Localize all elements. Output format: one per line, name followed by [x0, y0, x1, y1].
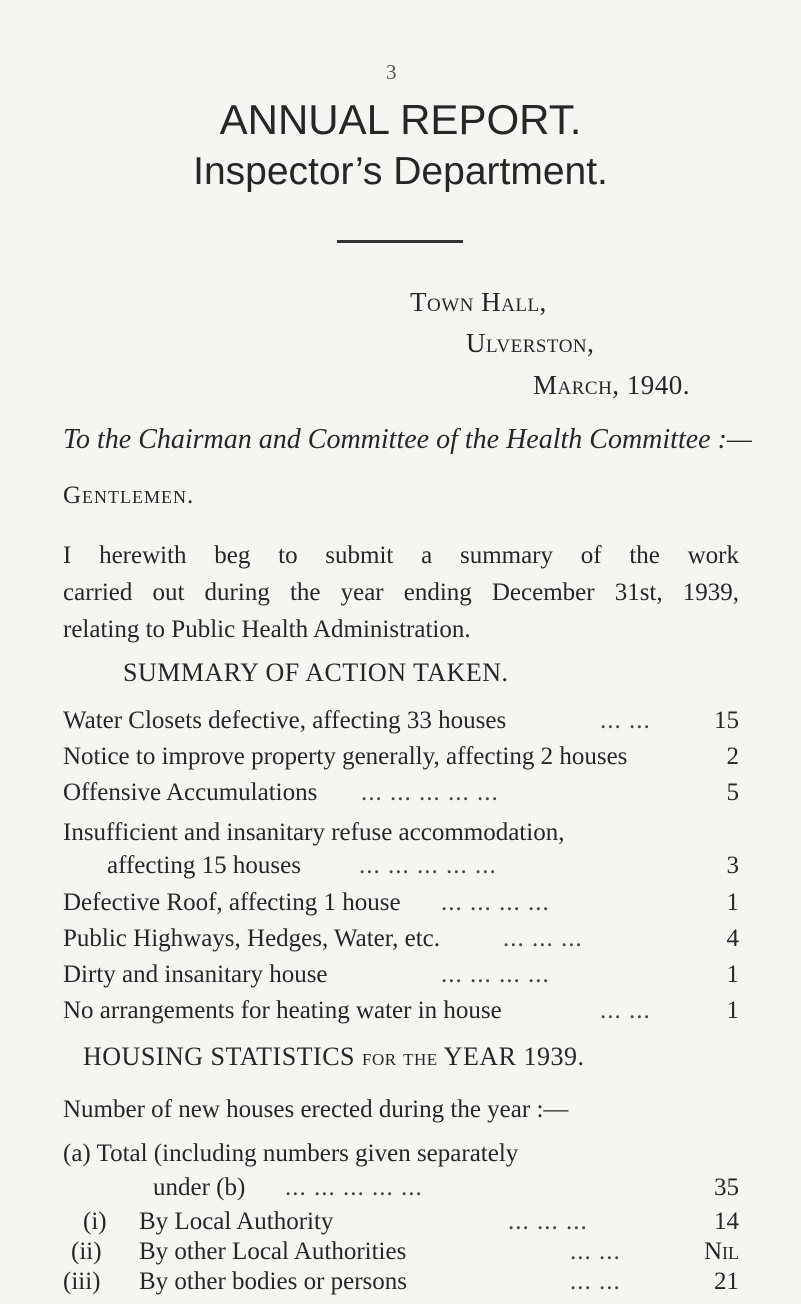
- intro-line-2: carried out during the year ending December 31st, 1939,: [63, 579, 739, 606]
- housing-intro: Number of new houses erected during the year :—: [63, 1096, 569, 1123]
- total-value: 35: [714, 1174, 739, 1201]
- address-line-2: Ulverston,: [466, 328, 595, 358]
- intro-paragraph: [63, 537, 739, 648]
- row-number: (iii): [63, 1268, 101, 1295]
- row-label: By other bodies or persons: [139, 1268, 408, 1295]
- salutation: To the Chairman and Committee of the Health Committee :—: [63, 424, 752, 455]
- row-label: Notice to improve property generally, affecting 2 houses: [63, 743, 628, 770]
- row-number: (i): [83, 1208, 107, 1235]
- row-label: By Local Authority: [139, 1208, 334, 1235]
- housing-heading: [83, 1042, 584, 1072]
- housing-heading-year: YEAR 1939.: [443, 1042, 585, 1071]
- leader-dots: ... ... ...: [508, 1208, 588, 1235]
- housing-heading-main: HOUSING STATISTICS: [83, 1042, 355, 1071]
- intro-line-3: relating to Public Health Administration.: [63, 616, 471, 643]
- housing-row: [63, 1268, 739, 1304]
- summary-heading: SUMMARY OF ACTION TAKEN.: [123, 658, 509, 687]
- leader-dots: ... ... ... ... ...: [359, 852, 497, 879]
- intro-line-1: I herewith beg to submit a summary of the work: [63, 542, 739, 569]
- row-value: Nil: [703, 1238, 739, 1265]
- page-number: 3: [386, 60, 397, 84]
- row-label: Insufficient and insanitary refuse accommodation,: [63, 819, 565, 846]
- leader-dots: ... ... ...: [503, 925, 583, 952]
- housing-heading-for-the: for the: [362, 1045, 438, 1071]
- row-value: 5: [726, 779, 739, 806]
- report-title: ANNUAL REPORT.: [219, 96, 582, 143]
- row-value: 3: [726, 852, 739, 879]
- row-value: 4: [726, 925, 739, 952]
- summary-row: [63, 852, 739, 888]
- leader-dots: ... ... ... ...: [441, 889, 550, 916]
- row-label: Dirty and insanitary house: [63, 961, 328, 988]
- row-label: Water Closets defective, affecting 33 houses: [63, 707, 507, 734]
- housing-total-row: [63, 1174, 739, 1210]
- row-value: 1: [726, 997, 739, 1024]
- title-divider: [337, 240, 463, 243]
- leader-dots: ... ... ... ... ...: [285, 1174, 423, 1201]
- summary-row: [63, 997, 739, 1033]
- row-label: affecting 15 houses: [107, 852, 301, 879]
- summary-row: [63, 925, 739, 961]
- summary-row: [63, 961, 739, 997]
- leader-dots: ... ...: [600, 997, 651, 1024]
- row-value: 2: [726, 743, 739, 770]
- summary-row: [63, 707, 739, 743]
- total-label: (a) Total (including numbers given separately: [63, 1140, 519, 1167]
- row-value: 1: [726, 961, 739, 988]
- row-number: (ii): [71, 1238, 102, 1265]
- leader-dots: ... ... ... ...: [441, 961, 550, 988]
- leader-dots: ... ...: [600, 707, 651, 734]
- row-label: Public Highways, Hedges, Water, etc.: [63, 925, 440, 952]
- row-label: Defective Roof, affecting 1 house: [63, 889, 401, 916]
- department-title: Inspector’s Department.: [193, 150, 608, 193]
- row-label: No arrangements for heating water in house: [63, 997, 502, 1024]
- total-label-cont: under (b): [153, 1174, 246, 1201]
- row-value: 21: [714, 1268, 739, 1295]
- leader-dots: ... ...: [570, 1268, 621, 1295]
- row-value: 1: [726, 889, 739, 916]
- row-label: By other Local Authorities: [139, 1238, 407, 1265]
- address-date: March, 1940.: [533, 370, 691, 400]
- address-line-1: Town Hall,: [410, 287, 547, 317]
- row-value: 14: [714, 1208, 739, 1235]
- summary-row: [63, 889, 739, 925]
- leader-dots: ... ...: [570, 1238, 621, 1265]
- housing-total-row: [63, 1140, 739, 1176]
- summary-row: [63, 743, 739, 779]
- greeting: Gentlemen.: [63, 482, 195, 509]
- leader-dots: ... ... ... ... ...: [361, 779, 499, 806]
- summary-row: [63, 779, 739, 815]
- row-value: 15: [714, 707, 739, 734]
- summary-row: [63, 819, 739, 855]
- row-label: Offensive Accumulations: [63, 779, 318, 806]
